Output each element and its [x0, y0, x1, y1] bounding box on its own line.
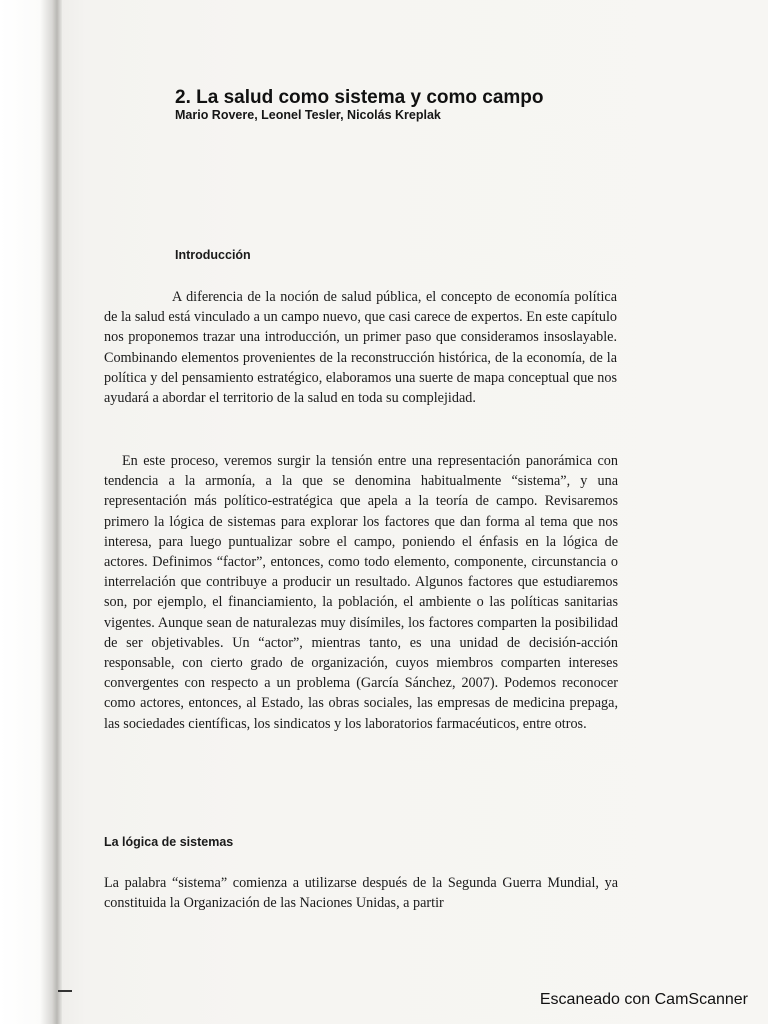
- scan-background-edge: [0, 0, 62, 1024]
- scan-margin-mark: [58, 990, 72, 992]
- sistemas-paragraph-1: La palabra “sistema” comienza a utilizarse después de la Segunda Guerra Mundial, ya constituida la Organización de las Naciones Unidas, a partir: [104, 875, 618, 912]
- intro-paragraph-2: En este proceso, veremos surgir la tensión entre una representación panorámica con tendencia a la armonía, a la que se denomina habitualmente “sistema”, y una representación más político-estratégica que apela a la teoría de campo. Revisaremos primero la lógica de sistemas para explorar los factores que dan forma al tema que nos interesa, para luego puntualizar sobre el campo, poniendo el énfasis en la lógica de actores. Definimos “factor”, entonces, como todo elemento, componente, circunstancia o interrelación que contribuye a producir un resultado. Algunos factores que estudiaremos son, por ejemplo, el financiamiento, la población, el ambiente o las políticas sanitarias vigentes. Aunque sean de naturalezas muy disímiles, los factores comparten la posibilidad de ser objetivables. Un “actor”, mientras tanto, es una unidad de decisión-acción responsable, con cierto grado de organización, cuyos miembros comparten intereses convergentes con respecto a un problema (García Sánchez, 2007). Podemos reconocer como actores, entonces, al Estado, las obras sociales, las empresas de medicina prepaga, las sociedades científicas, los sindicatos y los laboratorios farmacéuticos, entre otros.: [104, 453, 618, 732]
- intro-paragraph-1: A diferencia de la noción de salud pública, el concepto de economía política de la salud está vinculado a un campo nuevo, que casi carece de expertos. En este capítulo nos proponemos trazar una introducción, un primer paso que consideramos insoslayable. Combinando elementos provenientes de la reconstrucción histórica, de la economía, de la política y del pensamiento estratégico, elaboramos una suerte de mapa conceptual que nos ayudará a abordar el territorio de la salud en toda su complejidad.: [104, 289, 617, 407]
- section-heading-logica-de-sistemas: La lógica de sistemas: [104, 835, 234, 849]
- scanner-watermark: Escaneado con CamScanner: [539, 991, 748, 1008]
- chapter-authors: Mario Rovere, Leonel Tesler, Nicolás Kreplak: [175, 108, 441, 122]
- book-page: [62, 0, 768, 1024]
- section-heading-introduccion: Introducción: [175, 248, 251, 262]
- chapter-title: 2. La salud como sistema y como campo: [175, 87, 544, 108]
- page-content: [62, 0, 768, 1024]
